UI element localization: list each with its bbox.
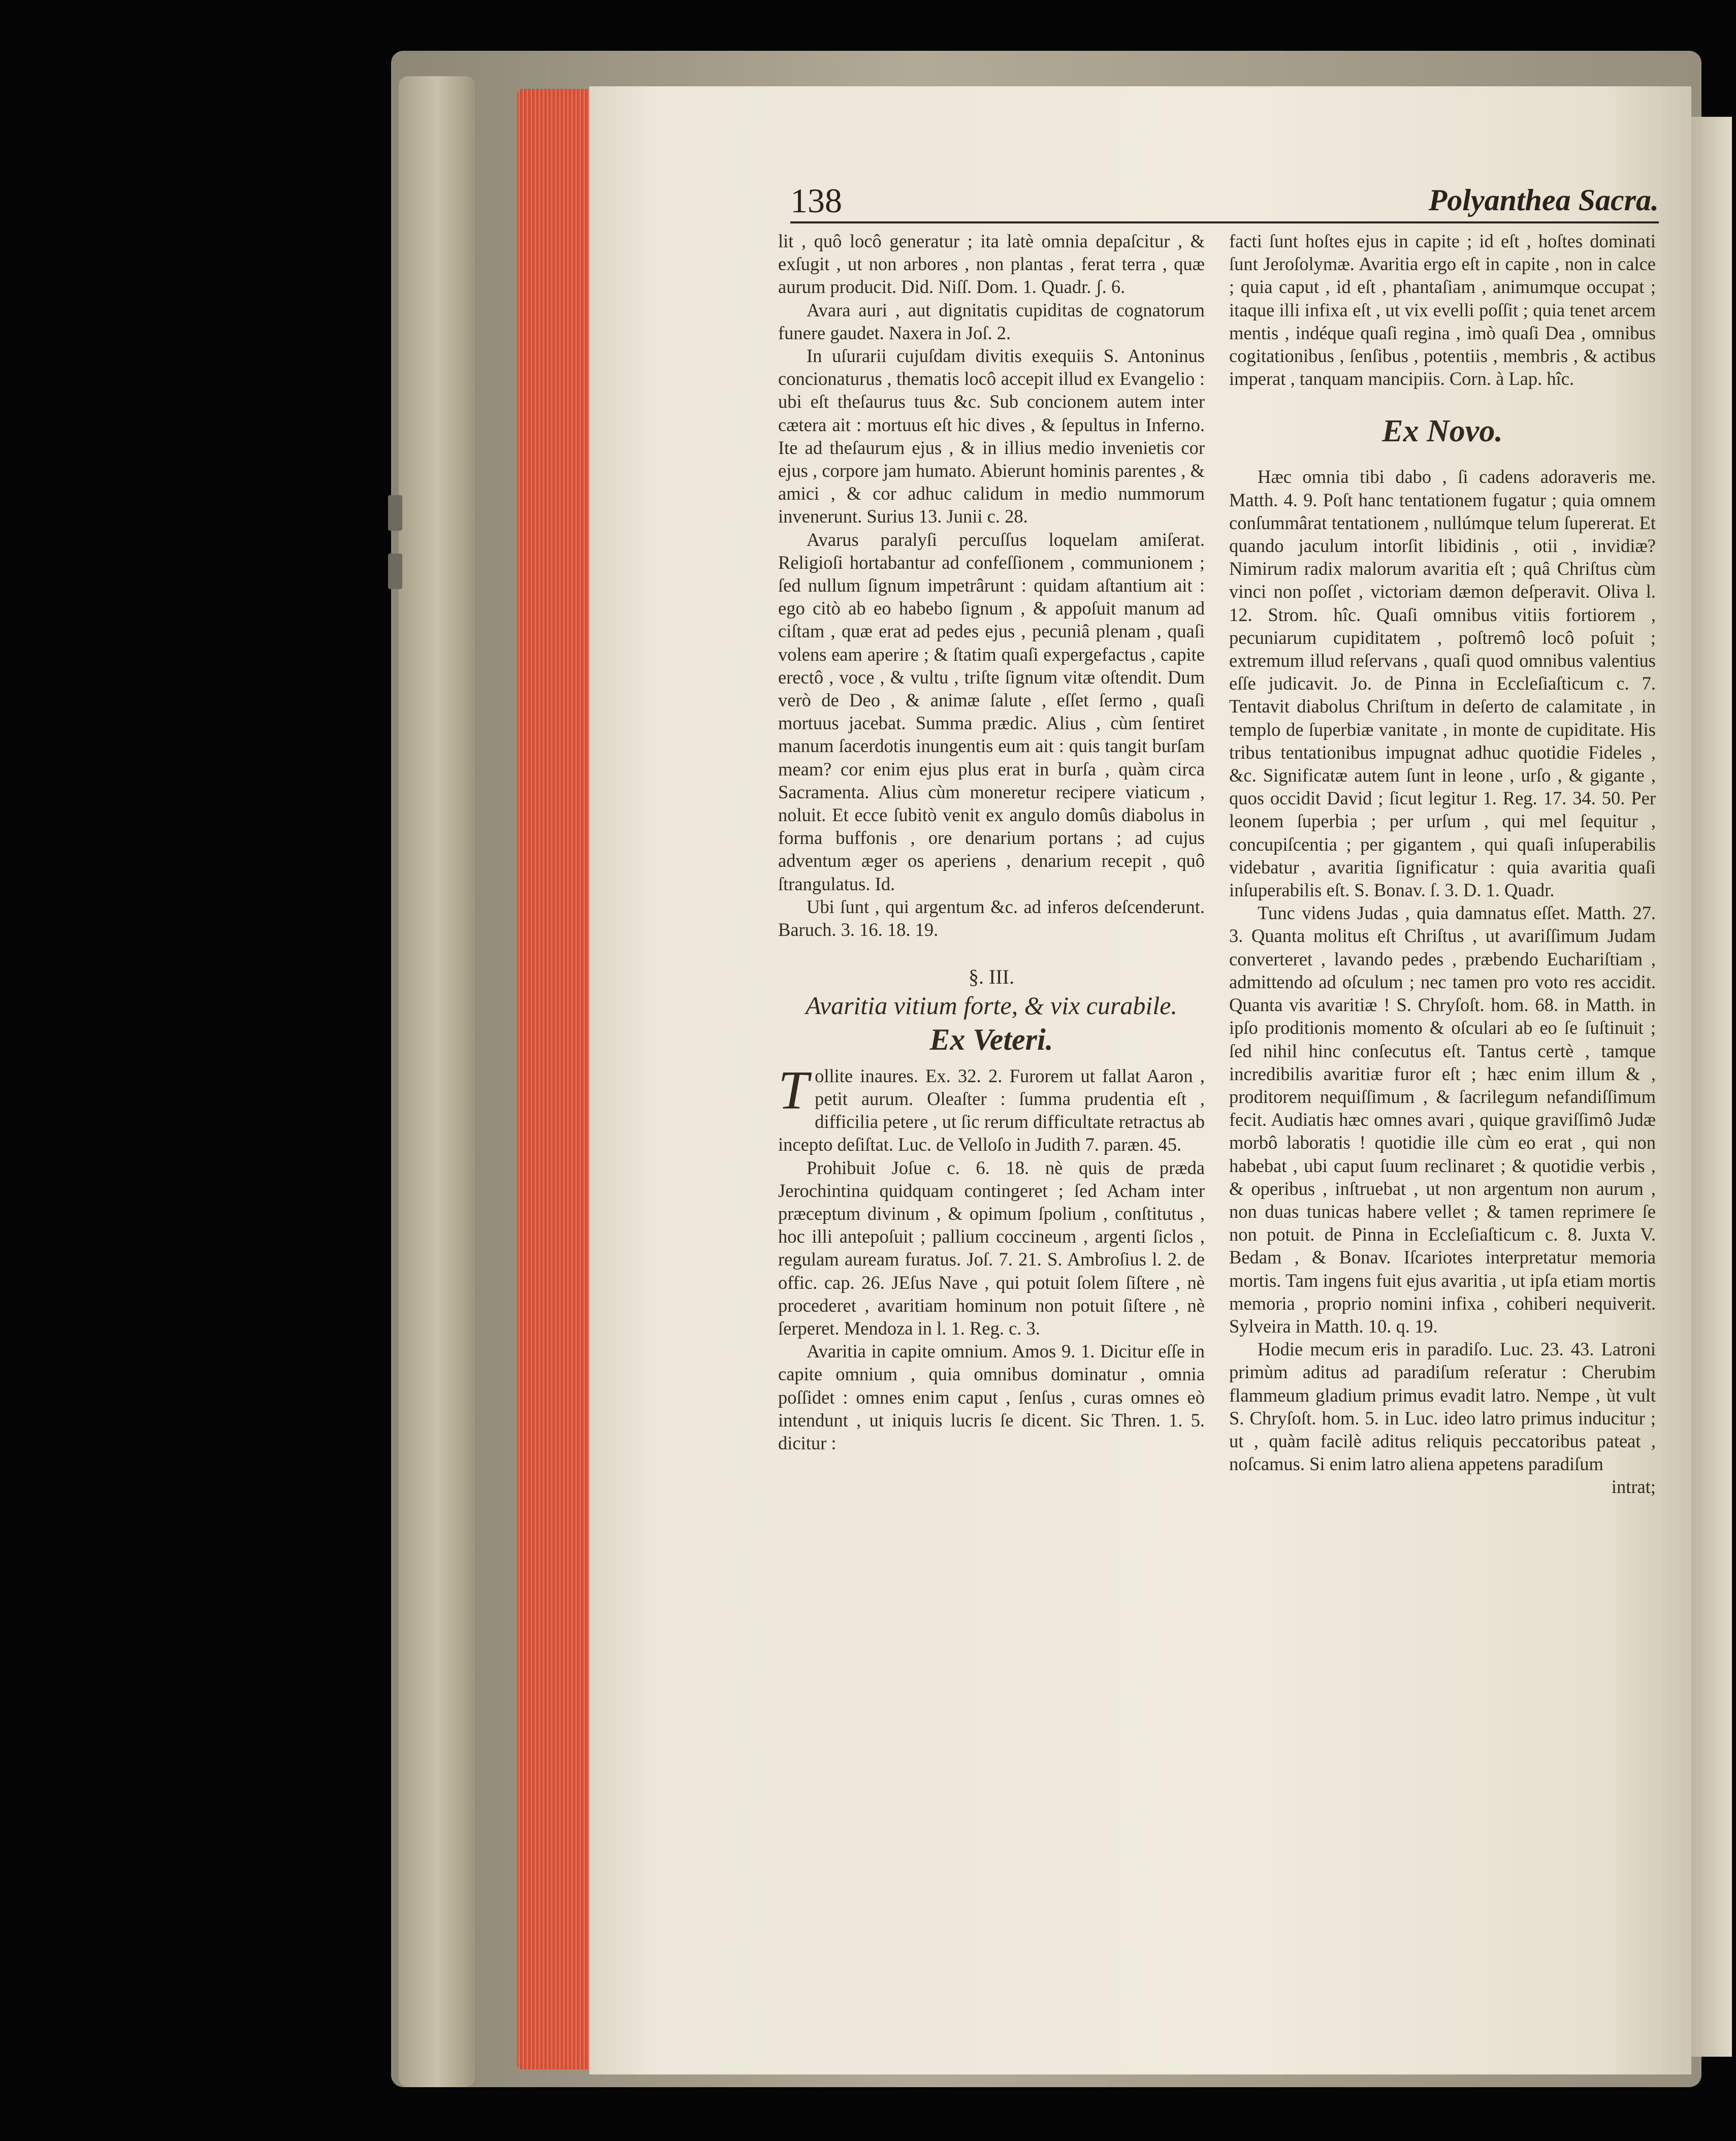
- paragraph: Avaritia in capite omnium. Amos 9. 1. Dicitur eſſe in capite omnium , quia omnibus dominatur , omnia poſſidet : omnes enim caput , ſenſus , curas omnes eò intendunt , ut iniquis lucris ſe dicent. Sic Thren. 1. 5. dicitur :: [778, 1341, 1205, 1453]
- paragraph: lit , quô locô generatur ; ita latè omnia depaſcitur , & exſugit , ut non arbores , non plantas , ferat terra , quæ aurum producit. Did. Niſſ. Dom. 1. Quadr. ʃ. 6.: [778, 231, 1205, 298]
- section-number: §. III.: [969, 965, 1014, 989]
- binding-clasp: [388, 495, 402, 531]
- paragraph: Hodie mecum eris in paradiſo. Luc. 23. 43. Latroni primùm aditus ad paradiſum reſeratur : Cherubim flammeum gladium primus evadit latro. Nempe , ùt vult S. Chryſoſt. hom. 5. in Luc. ideo latro primus inducitur ; ut , quàm facilè aditus reliquis peccatoribus pateat , noſcamus. Si enim latro aliena appetens paradiſum: [1229, 1339, 1656, 1475]
- red-page-edges: [517, 89, 589, 2069]
- facing-page-edge: [1691, 117, 1732, 2057]
- right-column: [1229, 230, 1656, 1499]
- page-header: [790, 181, 1659, 223]
- paragraph: Prohibuit Joſue c. 6. 18. nè quis de præda Jerochintina quidquam contingeret ; ſed Acham inter præceptum divinum , & opimum ſpolium , conſtitutus , hoc illi antepoſuit ; pallium coccineum , argenti ſiclos , regulam auream furatus. Joſ. 7. 21. S. Ambroſius l. 2. de offic. cap. 26. JEſus Nave , qui potuit ſolem ſiſtere , nè procederet , avaritiam hominum non potuit ſiſtere , nè ſerperet. Mendoza in l. 1. Reg. c. 3.: [778, 1157, 1205, 1339]
- catchword: intrat;: [1611, 1476, 1656, 1498]
- left-column: [778, 230, 1205, 1454]
- section-subheading: Ex Veteri.: [929, 1022, 1053, 1056]
- drop-cap: T: [778, 1060, 809, 1121]
- paragraph-with-drop-cap: [778, 1060, 1205, 1156]
- paragraph: In uſurarii cujuſdam divitis exequiis S. Antoninus concionaturus , thematis locô accepit illud ex Evangelio : ubi eſt theſaurus tuus &c. Sub concionem autem inter cætera ait : mortuus eſt hic dives , & ſepultus in Inferno. Ite ad theſaurum ejus , & in illius medio invenietis cor ejus , corpore jam humato. Abierunt hominis parentes , & amici , & cor adhuc calidum in medio nummorum invenerunt. Surius 13. Junii c. 28.: [778, 345, 1205, 527]
- paragraph: Ubi ſunt , qui argentum &c. ad inferos deſcenderunt. Baruch. 3. 16. 18. 19.: [778, 896, 1205, 940]
- paragraph: facti ſunt hoſtes ejus in capite ; id eſt , hoſtes dominati ſunt Jeroſolymæ. Avaritia ergo eſt in capite , non in calce ; quia caput , id eſt , phantaſiam , animumque occupat ; itaque illi infixa eſt , ut vix evelli poſſit ; quia tenet arcem mentis , indéque quaſi regina , imò quaſi Dea , omnibus cogitationibus , ſenſibus , potentiis , membris , & actibus imperat , tanquam mancipiis. Corn. à Lap. hîc.: [1229, 231, 1656, 390]
- paragraph: Avarus paralyſi percuſſus loquelam amiſerat. Religioſi hortabantur ad confeſſionem , communionem ; ſed nullum ſignum impetrârunt : quidam aſtantium ait : ego citò ab eo habebo ſignum , & appoſuit manum ad ciſtam , quæ erat ad pedes ejus , pecuniâ plenam , quaſi volens eam aperire ; & ſtatim quaſi expergefactus , capite erectô , voce , & vultu , triſte ſignum vitæ oſtendit. Dum verò de Deo , & animæ ſalute , eſſet ſermo , quaſi mortuus jacebat. Summa prædic. Alius , cùm ſentiret manum ſacerdotis inungentis eum ait : quis tangit burſam meam? cor enim ejus plus erat in burſa , quàm circa Sacramenta. Alius cùm moneretur recipere viaticum , noluit. Et ecce ſubitò venit ex angulo domûs diabolus in forma buffonis , ore denarium portans ; ad cujus adventum æger os aperiens , denarium recepit , quô ſtrangulatus. Id.: [778, 529, 1205, 894]
- paragraph: Tunc videns Judas , quia damnatus eſſet. Matth. 27. 3. Quanta molitus eſt Chriſtus , ut avariſſimum Judam converteret , lavando pedes , præbendo Euchariſtiam , admittendo ad oſculum ; nec tamen pro voto res accidit. Quanta vis avaritiæ ! S. Chryſoſt. hom. 68. in Matth. in ipſo proditionis momento & oſculari ab eo ſe ſuſtinuit ; ſed nihil hinc conſecutus eſt. Tantus certè , tamque incredibilis avaritiæ furor eſt ; hæc enim illum & , proditorem nequiſſimum , & ſacrilegum nefandiſſimum fecit. Audiatis hæc omnes avari , quique graviſſimô Judæ morbô laboratis ! quotidie ille cùm eo erat , qui non habebat , ubi caput ſuum reclinaret ; & quotidie verbis , & operibus , inſtruebat , ut non argentum non aurum , non duas tunicas habere vellet ; & tamen reprimere ſe non potuit. de Pinna in Eccleſiaſticum c. 8. Juxta V. Bedam , & Bonav. Iſcariotes interpretatur memoria mortis. Tam ingens fuit ejus avaritia , ut ipſa etiam mortis memoria , proprio nomini infixa , cohiberi nequiverit. Sylveira in Matth. 10. q. 19.: [1229, 902, 1656, 1337]
- running-title: Polyanthea Sacra.: [1428, 183, 1659, 217]
- paragraph-text: ollite inaures. Ex. 32. 2. Furorem ut fallat Aaron , petit aurum. Oleaſter : ſumma prudentia eſt , difficilia petere , ut ſic rerum difficultate retractus ab incepto deſiſtat. Luc. de Velloſo in Judith 7. paræn. 45.: [778, 1065, 1205, 1155]
- binding-clasp: [388, 554, 402, 589]
- section-heading: Avaritia vitium forte, & vix curabile.: [806, 991, 1177, 1020]
- section-title: Ex Novo.: [1382, 414, 1503, 449]
- paragraph: Avara auri , aut dignitatis cupiditas de cognatorum funere gaudet. Naxera in Joſ. 2.: [778, 299, 1205, 343]
- paragraph: Hæc omnia tibi dabo , ſi cadens adoraveris me. Matth. 4. 9. Poſt hanc tentationem fugatur ; quia omnem conſummârat tentationem , nullúmque telum ſupererat. Et quando jaculum intorſit libidinis , otii , invidiæ? Nimirum radix malorum avaritia eſt ; quâ Chriſtus cùm vinci non poſſet , victoriam dæmon deſperavit. Oliva l. 12. Strom. hîc. Quaſi omnibus vitiis fortiorem , pecuniarum cupiditatem , poſtremô locô poſuit ; extremum illud reſervans , quaſi quod omnibus valentius eſſe judicavit. Jo. de Pinna in Eccleſiaſticum c. 7. Tentavit diabolus Chriſtum in deſerto de calamitate , in templo de ſuperbiæ vanitate , in monte de cupiditate. His tribus tentationibus impugnat adhuc quotidie Fideles , &c. Significatæ autem ſunt in leone , urſo , & gigante , quos occidit David ; ſicut legitur 1. Reg. 17. 34. 50. Per leonem ſuperbia ; per urſum , qui mel ſequitur , concupiſcentia ; per gigantem , qui quaſi inſuperabilis videbatur , avaritia ſignificatur : quia avaritia quaſi inſuperabilis eſt. S. Bonav. ſ. 3. D. 1. Quadr.: [1229, 466, 1656, 901]
- book-spine: [399, 76, 475, 2087]
- page-number: 138: [790, 181, 842, 220]
